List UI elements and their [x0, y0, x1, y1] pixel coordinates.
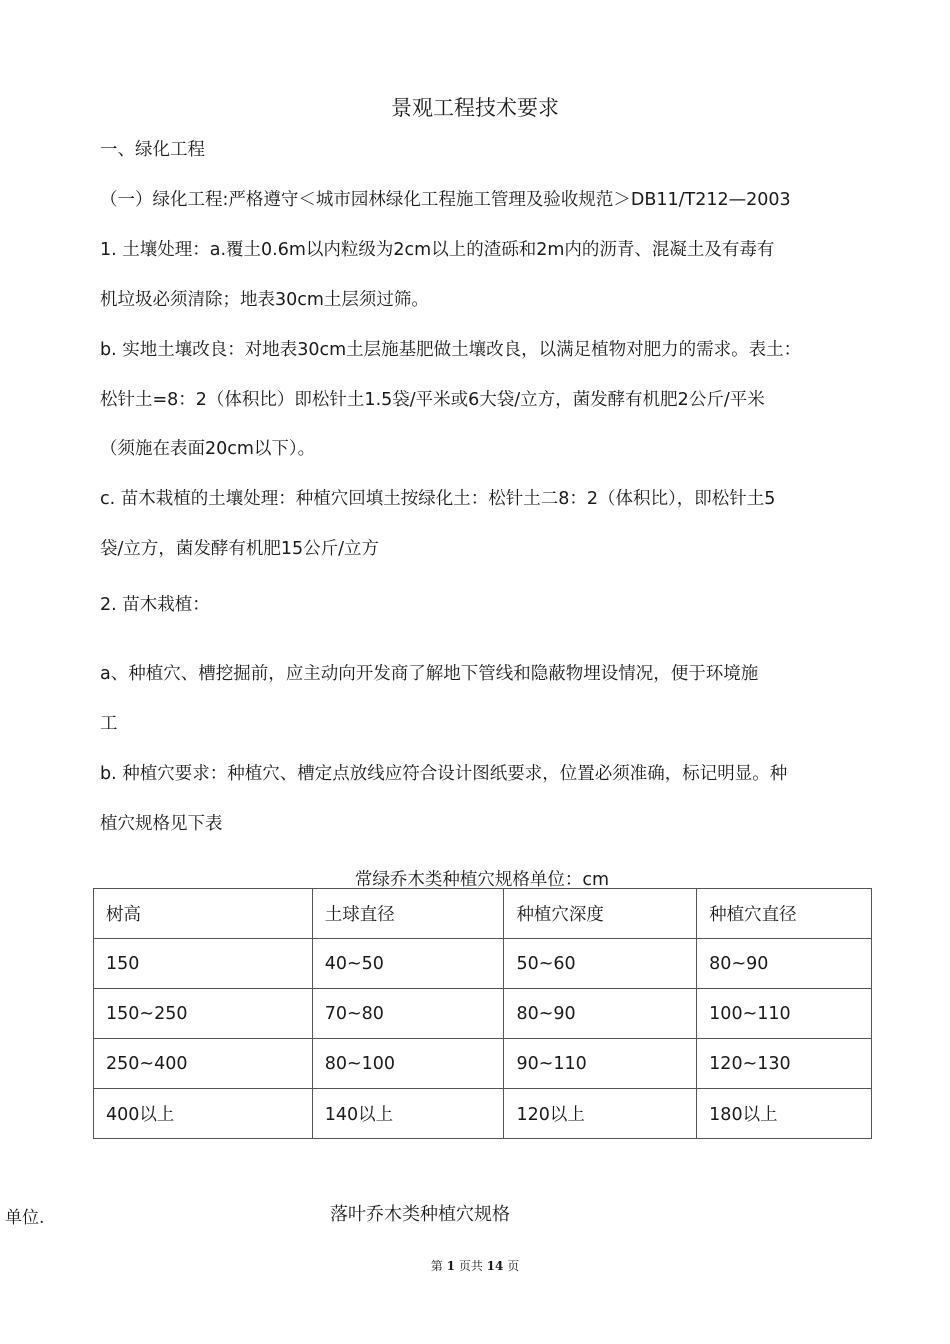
paragraph-soil-treatment-cont: 机垃圾必须清除；地表30cm土层须过筛。	[100, 290, 429, 310]
page-total: 14	[486, 1259, 504, 1273]
table-cell: 100~110	[697, 989, 872, 1039]
table-row	[94, 939, 872, 989]
paragraph-planting-soil: c. 苗木栽植的土壤处理：种植穴回填土按绿化土：松针土二8：2（体积比），即松针土5	[100, 489, 776, 509]
footer-prefix: 第	[430, 1259, 443, 1273]
table-cell: 80~90	[504, 989, 697, 1039]
table-cell: 120以上	[504, 1089, 697, 1139]
page-number: 1	[446, 1259, 455, 1273]
paragraph-soil-improvement: b. 实地土壤改良：对地表30cm土层施基肥做土壤改良，以满足植物对肥力的需求。表土：	[100, 340, 802, 360]
header-cell: 土球直径	[312, 889, 504, 939]
table-row	[94, 1089, 872, 1139]
table-cell: 80~90	[697, 939, 872, 989]
unit-label: 单位.	[5, 1208, 45, 1228]
table-cell: 150	[94, 939, 313, 989]
table-cell: 40~50	[312, 939, 504, 989]
footer-suffix: 页	[507, 1259, 520, 1273]
paragraph-seedling-planting: 2. 苗木栽植：	[100, 595, 210, 615]
footer-middle: 页共	[458, 1259, 483, 1273]
table-caption: 常绿乔木类种植穴规格单位：cm	[354, 870, 610, 890]
section-heading: 一、绿化工程	[100, 140, 205, 160]
document-title: 景观工程技术要求	[391, 96, 559, 120]
table2-caption: 落叶乔木类种植穴规格	[330, 1204, 510, 1225]
table-header-row	[94, 889, 872, 939]
paragraph-planting-soil-cont: 袋/立方，菌发酵有机肥15公斤/立方	[100, 539, 380, 559]
header-cell: 树高	[94, 889, 313, 939]
paragraph-pit-requirements-cont: 植穴规格见下表	[100, 814, 223, 834]
paragraph-excavation: a、种植穴、槽挖掘前，应主动向开发商了解地下管线和隐蔽物埋设情况，便于环境施	[100, 664, 759, 684]
table-cell: 80~100	[312, 1039, 504, 1089]
table-cell: 180以上	[697, 1089, 872, 1139]
table-cell: 150~250	[94, 989, 313, 1039]
table-cell: 50~60	[504, 939, 697, 989]
paragraph-soil-improvement-end: （须施在表面20cm以下）。	[100, 439, 316, 459]
page-footer	[0, 1257, 950, 1274]
table-row	[94, 1039, 872, 1089]
header-cell: 种植穴直径	[697, 889, 872, 939]
paragraph-excavation-cont: 工	[100, 714, 118, 734]
table-cell: 400以上	[94, 1089, 313, 1139]
table-cell: 70~80	[312, 989, 504, 1039]
paragraph-soil-treatment: 1. 土壤处理：a.覆土0.6m以内粒级为2cm以上的渣砾和2m内的沥青、混凝土及有毒有	[100, 240, 775, 260]
paragraph-soil-improvement-cont: 松针土=8：2（体积比）即松针土1.5袋/平米或6大袋/立方，菌发酵有机肥2公斤/平米	[100, 390, 765, 410]
table-row	[94, 989, 872, 1039]
header-cell: 种植穴深度	[504, 889, 697, 939]
table-cell: 250~400	[94, 1039, 313, 1089]
planting-pit-spec-table	[93, 888, 872, 1139]
table-cell: 120~130	[697, 1039, 872, 1089]
paragraph-pit-requirements: b. 种植穴要求：种植穴、槽定点放线应符合设计图纸要求，位置必须准确，标记明显。种	[100, 764, 788, 784]
table-cell: 90~110	[504, 1039, 697, 1089]
table-cell: 140以上	[312, 1089, 504, 1139]
paragraph-standard: （一）绿化工程:严格遵守＜城市园林绿化工程施工管理及验收规范＞DB11/T212—2003	[100, 190, 791, 210]
